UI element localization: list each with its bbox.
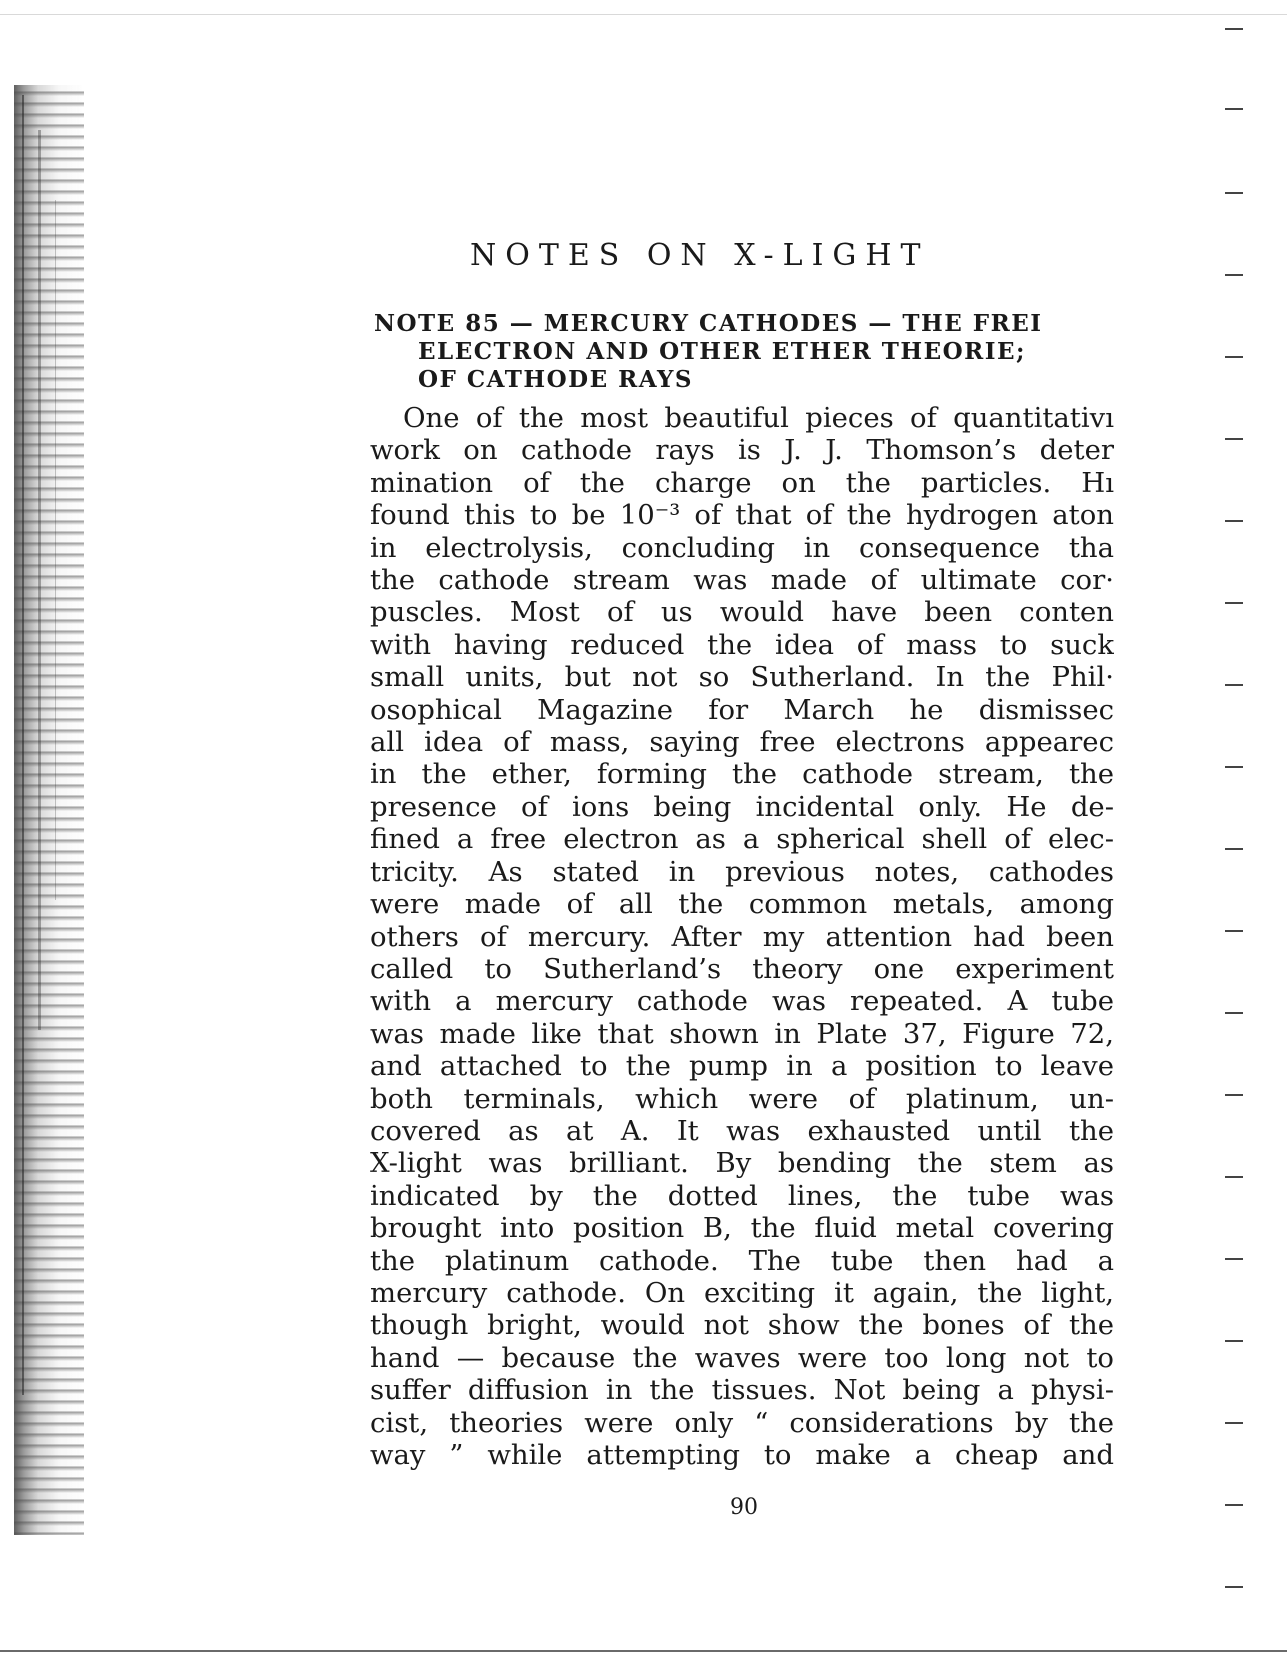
text-line: fined a free electron as a spherical shell of elec- bbox=[370, 823, 1114, 856]
text-line: and attached to the pump in a position to leave bbox=[370, 1050, 1114, 1083]
edge-tick bbox=[1225, 1176, 1243, 1178]
page-number: 90 bbox=[730, 1495, 758, 1520]
text-line: mercury cathode. On exciting it again, the light, bbox=[370, 1276, 1114, 1309]
binding-shadow bbox=[14, 85, 84, 1535]
text-line: covered as at A. It was exhausted until the bbox=[370, 1114, 1114, 1147]
edge-tick bbox=[1225, 1094, 1243, 1096]
text-line: was made like that shown in Plate 37, Figure 72, bbox=[370, 1017, 1114, 1050]
right-edge-marks bbox=[1225, 0, 1247, 1662]
binding-streak bbox=[22, 95, 24, 1395]
edge-tick bbox=[1225, 684, 1243, 686]
text-line: way ” while attempting to make a cheap and bbox=[370, 1439, 1114, 1471]
text-line: others of mercury. After my attention had been bbox=[370, 920, 1114, 953]
scan-bottom-edge bbox=[0, 1650, 1287, 1652]
heading-line: OF CATHODE RAYS bbox=[418, 366, 693, 393]
text-line: small units, but not so Sutherland. In the Phil· bbox=[370, 661, 1114, 694]
note-heading bbox=[374, 310, 1079, 394]
edge-tick bbox=[1225, 848, 1243, 850]
text-line: with a mercury cathode was repeated. A tube bbox=[370, 985, 1114, 1018]
text-line: hand — because the waves were too long not to bbox=[370, 1341, 1114, 1374]
edge-tick bbox=[1225, 274, 1243, 276]
edge-tick bbox=[1225, 520, 1243, 522]
text-line: the cathode stream was made of ultimate cor· bbox=[370, 564, 1114, 597]
heading-line: NOTE 85 — MERCURY CATHODES — THE FREI bbox=[374, 310, 1043, 337]
text-line: found this to be 10⁻³ of that of the hydrogen aton bbox=[370, 499, 1114, 532]
binding-streak bbox=[55, 200, 56, 900]
text-line: in electrolysis, concluding in consequence tha bbox=[370, 531, 1114, 564]
text-line: though bright, would not show the bones of the bbox=[370, 1309, 1114, 1342]
edge-tick bbox=[1225, 1504, 1243, 1506]
edge-tick bbox=[1225, 192, 1243, 194]
page-title: NOTES ON X-LIGHT bbox=[470, 238, 930, 273]
edge-tick bbox=[1225, 356, 1243, 358]
text-line: called to Sutherland’s theory one experiment bbox=[370, 952, 1114, 985]
text-line: presence of ions being incidental only. He de- bbox=[370, 790, 1114, 823]
text-line: both terminals, which were of platinum, un- bbox=[370, 1082, 1114, 1115]
edge-tick bbox=[1225, 1586, 1243, 1588]
text-line: puscles. Most of us would have been conten bbox=[370, 596, 1114, 629]
edge-tick bbox=[1225, 1340, 1243, 1342]
edge-tick bbox=[1225, 438, 1243, 440]
text-line: brought into position B, the fluid metal covering bbox=[370, 1212, 1114, 1245]
edge-tick bbox=[1225, 930, 1243, 932]
body-paragraph bbox=[370, 402, 1114, 1471]
text-line: osophical Magazine for March he dismissec bbox=[370, 693, 1114, 726]
text-line: X-light was brilliant. By bending the stem as bbox=[370, 1147, 1114, 1180]
edge-tick bbox=[1225, 28, 1243, 30]
text-line: mination of the charge on the particles. Hı bbox=[370, 466, 1114, 499]
edge-tick bbox=[1225, 108, 1243, 110]
edge-tick bbox=[1225, 766, 1243, 768]
edge-tick bbox=[1225, 1258, 1243, 1260]
heading-line: ELECTRON AND OTHER ETHER THEORIE; bbox=[418, 338, 1027, 365]
text-line: cist, theories were only “ considerations by the bbox=[370, 1406, 1114, 1439]
text-line: with having reduced the idea of mass to suck bbox=[370, 628, 1114, 661]
edge-tick bbox=[1225, 602, 1243, 604]
text-line: tricity. As stated in previous notes, cathodes bbox=[370, 855, 1114, 888]
text-line: the platinum cathode. The tube then had a bbox=[370, 1244, 1114, 1277]
text-line: indicated by the dotted lines, the tube was bbox=[370, 1179, 1114, 1212]
text-line: One of the most beautiful pieces of quantitativı bbox=[403, 402, 1114, 434]
text-line: were made of all the common metals, among bbox=[370, 888, 1114, 921]
text-line: in the ether, forming the cathode stream, the bbox=[370, 758, 1114, 791]
text-line: suffer diffusion in the tissues. Not being a physi- bbox=[370, 1374, 1114, 1407]
text-line: work on cathode rays is J. J. Thomson’s deter bbox=[370, 434, 1114, 467]
scan-top-edge bbox=[0, 14, 1287, 15]
binding-streak bbox=[38, 130, 41, 1030]
text-line: all idea of mass, saying free electrons appearec bbox=[370, 726, 1114, 759]
edge-tick bbox=[1225, 1422, 1243, 1424]
edge-tick bbox=[1225, 1012, 1243, 1014]
